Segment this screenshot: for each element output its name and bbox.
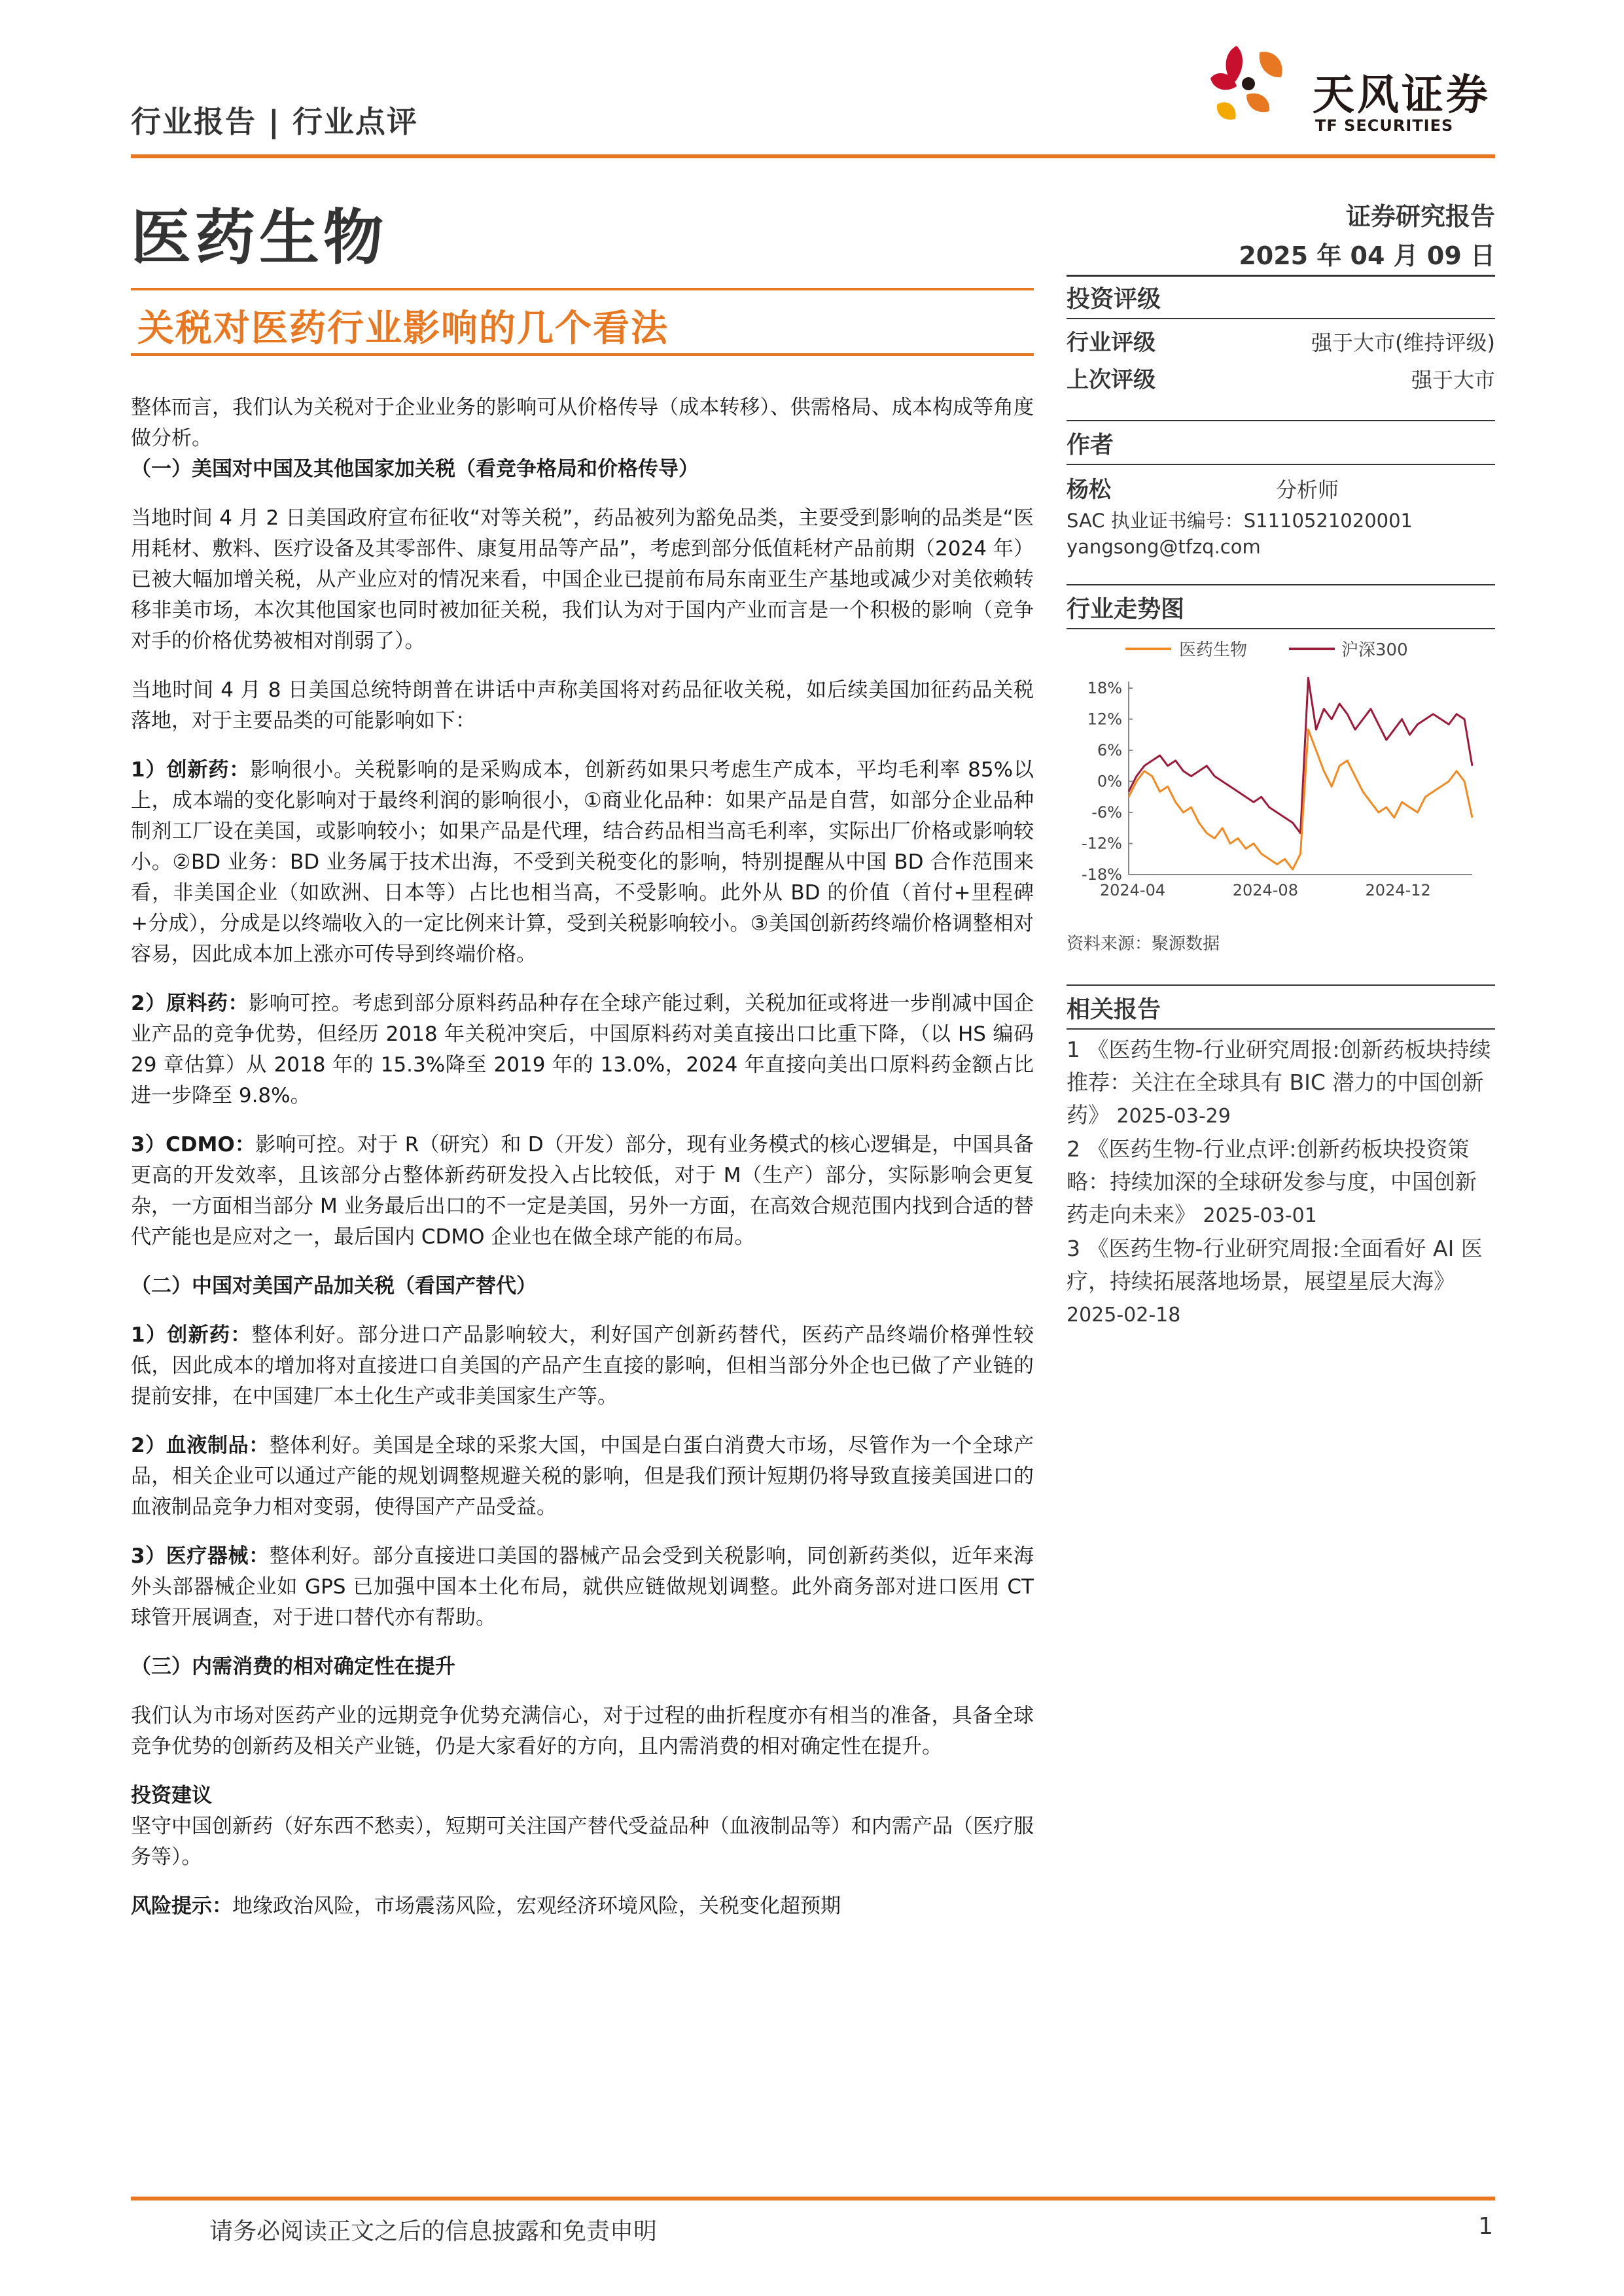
risk-text: 地缘政治风险，市场震荡风险，宏观经济环境风险，关税变化超预期 bbox=[232, 1894, 841, 1918]
related-rule bbox=[1067, 984, 1495, 986]
intro-paragraph: 整体而言，我们认为关税对于企业业务的影响可从价格传导（成本转移）、供需格局、成本构成等角度做分析。 bbox=[131, 396, 1034, 450]
report-title: 关税对医药行业影响的几个看法 bbox=[137, 307, 669, 350]
section1-item2-label: 2）原料药： bbox=[131, 992, 249, 1015]
legend-label-csi300: 沪深300 bbox=[1341, 640, 1408, 660]
section2-item3 bbox=[131, 1541, 1034, 1633]
section2-item1-text: 整体利好。部分进口产品影响较大，利好国产创新药替代，医药产品终端价格弹性较低，因此成本的增加将对直接进口自美国的产品产生直接的影响，但相当部分外企也已做了产业链的提前安排，在中国建厂本土化生产或非美国家生产等。 bbox=[131, 1323, 1034, 1408]
rating-label-current: 行业评级 bbox=[1067, 330, 1156, 356]
author-row bbox=[1067, 472, 1495, 504]
author-title: 作者 bbox=[1067, 432, 1114, 459]
author-rule-thin bbox=[1067, 464, 1495, 465]
doc-date: 2025 年 04 月 09 日 bbox=[1239, 241, 1495, 270]
rating-row-current bbox=[1067, 324, 1495, 357]
section2-title: （二）中国对美国产品加关税（看国产替代） bbox=[131, 1274, 537, 1298]
section2-item2-text: 整体利好。美国是全球的采浆大国，中国是白蛋白消费大市场，尽管作为一个全球产品，相关企业可以通过产能的规划调整规避关税的影响，但是我们预计短期仍将导致直接美国进口的血液制品竞争力相对变弱，使得国产产品受益。 bbox=[131, 1434, 1034, 1519]
side-column bbox=[1067, 275, 1495, 1332]
header-divider bbox=[131, 154, 1495, 158]
footer-disclaimer: 请务必阅读正文之后的信息披露和免责申明 bbox=[209, 2218, 658, 2245]
section1-title: （一）美国对中国及其他国家加关税（看竞争格局和价格传导） bbox=[131, 457, 699, 481]
page-number: 1 bbox=[1478, 2213, 1493, 2240]
rating-value-previous: 强于大市 bbox=[1411, 368, 1495, 392]
section1-paragraph2: 当地时间 4 月 8 日美国总统特朗普在讲话中声称美国将对药品征收关税，如后续美国加征药品关税落地，对于主要品类的可能影响如下： bbox=[131, 678, 1034, 733]
author-email[interactable]: yangsong@tfzq.com bbox=[1067, 536, 1261, 558]
rating-value-current: 强于大市(维持评级) bbox=[1311, 330, 1495, 355]
related-item[interactable] bbox=[1067, 1133, 1495, 1232]
section3-title: （三）内需消费的相对确定性在提升 bbox=[131, 1655, 455, 1679]
section2-item2-label: 2）血液制品： bbox=[131, 1434, 270, 1457]
related-list bbox=[1067, 1034, 1495, 1332]
advice-text: 坚守中国创新药（好东西不愁卖），短期可关注国产替代受益品种（血液制品等）和内需产品（医疗服务等）。 bbox=[131, 1815, 1034, 1869]
author-name: 杨松 bbox=[1067, 477, 1111, 503]
related-item-date: 2025-03-29 bbox=[1116, 1105, 1231, 1128]
related-item-date: 2025-03-01 bbox=[1203, 1204, 1317, 1227]
trend-chart bbox=[1067, 629, 1495, 930]
trend-title: 行业走势图 bbox=[1067, 596, 1185, 623]
author-role: 分析师 bbox=[1276, 478, 1339, 502]
related-item[interactable] bbox=[1067, 1034, 1495, 1133]
risk-note bbox=[131, 1891, 1034, 1922]
series-line-pharma bbox=[1129, 729, 1472, 869]
logo-en-text: TF SECURITIES bbox=[1315, 116, 1454, 135]
x-tick-label: 2024-08 bbox=[1232, 881, 1298, 899]
y-tick-label: -18% bbox=[1081, 865, 1122, 884]
y-tick-label: 0% bbox=[1097, 772, 1122, 791]
title-rule-top bbox=[131, 288, 1034, 290]
sector-title: 医药生物 bbox=[131, 203, 388, 273]
section1-item2-text: 影响可控。考虑到部分原料药品种存在全球产能过剩，关税加征或将进一步削减中国企业产品的竞争优势，但经历 2018 年关税冲突后，中国原料药对美直接出口比重下降，（以 HS 编码 29 章估算）从 2018 年的 15.3%降至 2019 年的 13.0%，2024 年直接向美出口原料药金额占比进一步降至 9.8%。 bbox=[131, 992, 1034, 1107]
section1-item3-label: 3）CDMO： bbox=[131, 1133, 256, 1157]
related-item-text: 2 《医药生物-行业点评:创新药板块投资策略：持续加深的全球研发参与度，中国创新药走向未来》 bbox=[1067, 1136, 1477, 1227]
section1-item3 bbox=[131, 1130, 1034, 1253]
author-rule bbox=[1067, 420, 1495, 421]
section3-paragraph: 我们认为市场对医药产业的远期竞争优势充满信心，对于过程的曲折程度亦有相当的准备，具备全球竞争优势的创新药及相关产业链，仍是大家看好的方向，且内需消费的相对确定性在提升。 bbox=[131, 1704, 1034, 1758]
rating-label-previous: 上次评级 bbox=[1067, 367, 1156, 393]
chart-axes bbox=[1082, 679, 1472, 899]
section2-item3-label: 3）医疗器械： bbox=[131, 1544, 270, 1568]
x-tick-label: 2024-12 bbox=[1365, 881, 1431, 899]
rating-row-previous bbox=[1067, 362, 1495, 394]
related-title: 相关报告 bbox=[1067, 996, 1161, 1023]
y-tick-label: -6% bbox=[1091, 803, 1122, 822]
rating-title: 投资评级 bbox=[1067, 286, 1161, 313]
company-logo bbox=[1197, 33, 1498, 144]
title-rule-bottom bbox=[131, 353, 1034, 356]
main-column bbox=[131, 392, 1034, 1922]
trend-rule bbox=[1067, 584, 1495, 585]
related-item-text: 1 《医药生物-行业研究周报:创新药板块持续推荐：关注在全球具有 BIC 潜力的中国创新药》 bbox=[1067, 1037, 1491, 1128]
section1-item2 bbox=[131, 988, 1034, 1111]
advice-title: 投资建议 bbox=[131, 1784, 212, 1807]
x-tick-label: 2024-04 bbox=[1099, 881, 1166, 899]
section2-item3-text: 整体利好。部分直接进口美国的器械产品会受到关税影响，同创新药类似，近年来海外头部器械企业如 GPS 已加强中国本土化布局，就供应链做规划调整。此外商务部对进口医用 CT 球管开展调查，对于进口替代亦有帮助。 bbox=[131, 1544, 1034, 1629]
y-tick-label: 18% bbox=[1087, 679, 1122, 697]
section2-item1 bbox=[131, 1320, 1034, 1412]
logo-flower-icon bbox=[1197, 33, 1309, 144]
section1-item3-text: 影响可控。对于 R（研究）和 D（开发）部分，现有业务模式的核心逻辑是，中国具备更高的开发效率，且该部分占整体新药研发投入占比较低，对于 M（生产）部分，实际影响会更复杂，一方面相当部分 M 业务最后出口的不一定是美国，另外一方面，在高效合规范围内找到合适的替代产能也是应对之一，最后国内 CDMO 企业也在做全球产能的布局。 bbox=[131, 1133, 1034, 1249]
y-tick-label: 12% bbox=[1087, 710, 1122, 729]
section2-item2 bbox=[131, 1431, 1034, 1523]
section1-item1-text: 影响很小。关税影响的是采购成本，创新药如果只考虑生产成本，平均毛利率 85%以上，成本端的变化影响对于最终利润的影响很小，①商业化品种：如果产品是自营，如部分企业品种制剂工厂设在美国，或影响较小；如果产品是代理，结合药品相当高毛利率，实际出厂价格或影响较小。②BD 业务：BD 业务属于技术出海，不受到关税变化的影响，特别提醒从中国 BD 合作范围来看，非美国企业（如欧洲、日本等）占比也相当高，不受影响。此外从 BD 的价值（首付+里程碑+分成），分成是以终端收入的一定比例来计算，受到关税影响较小。③美国创新药终端价格调整相对容易，因此成本加上涨亦可传导到终端价格。 bbox=[131, 758, 1034, 966]
legend-label-pharma: 医药生物 bbox=[1179, 640, 1248, 660]
chart-source: 资料来源：聚源数据 bbox=[1067, 934, 1220, 954]
section1-paragraph1: 当地时间 4 月 2 日美国政府宣布征收“对等关税”，药品被列为豁免品类，主要受到影响的品类是“医用耗材、敷料、医疗设备及其零部件、康复用品等产品”，考虑到部分低值耗材产品前期（2024 年）已被大幅加增关税，从产业应对的情况来看，中国企业已提前布局东南亚生产基地或减少对美依赖转移非美市场，本次其他国家也同时被加征关税，我们认为对于国内产业而言是一个积极的影响（竞争对手的价格优势被相对削弱了）。 bbox=[131, 506, 1034, 653]
y-tick-label: 6% bbox=[1097, 741, 1122, 759]
trend-chart-svg bbox=[1067, 629, 1495, 917]
rating-rule-thin bbox=[1067, 318, 1495, 319]
section1-item1-label: 1）创新药： bbox=[131, 758, 251, 782]
chart-lines bbox=[1129, 678, 1472, 869]
section2-item1-label: 1）创新药： bbox=[131, 1323, 252, 1347]
related-rule-thin bbox=[1067, 1028, 1495, 1030]
risk-label: 风险提示： bbox=[131, 1894, 232, 1918]
section1-item1 bbox=[131, 755, 1034, 970]
report-category: 行业报告 | 行业点评 bbox=[131, 104, 418, 139]
logo-cn-text: 天风证券 bbox=[1313, 71, 1491, 120]
author-cert: SAC 执业证书编号：S1110521020001 bbox=[1067, 510, 1413, 532]
footer-divider bbox=[131, 2197, 1495, 2200]
related-item-date: 2025-02-18 bbox=[1067, 1304, 1181, 1327]
rating-rule bbox=[1067, 275, 1495, 277]
related-item[interactable] bbox=[1067, 1232, 1495, 1332]
y-tick-label: -12% bbox=[1081, 834, 1122, 853]
related-item-text: 3 《医药生物-行业研究周报:全面看好 AI 医疗，持续拓展落地场景，展望星辰大海》 bbox=[1067, 1236, 1483, 1294]
doc-type: 证券研究报告 bbox=[1345, 202, 1495, 231]
legend bbox=[1125, 640, 1408, 660]
